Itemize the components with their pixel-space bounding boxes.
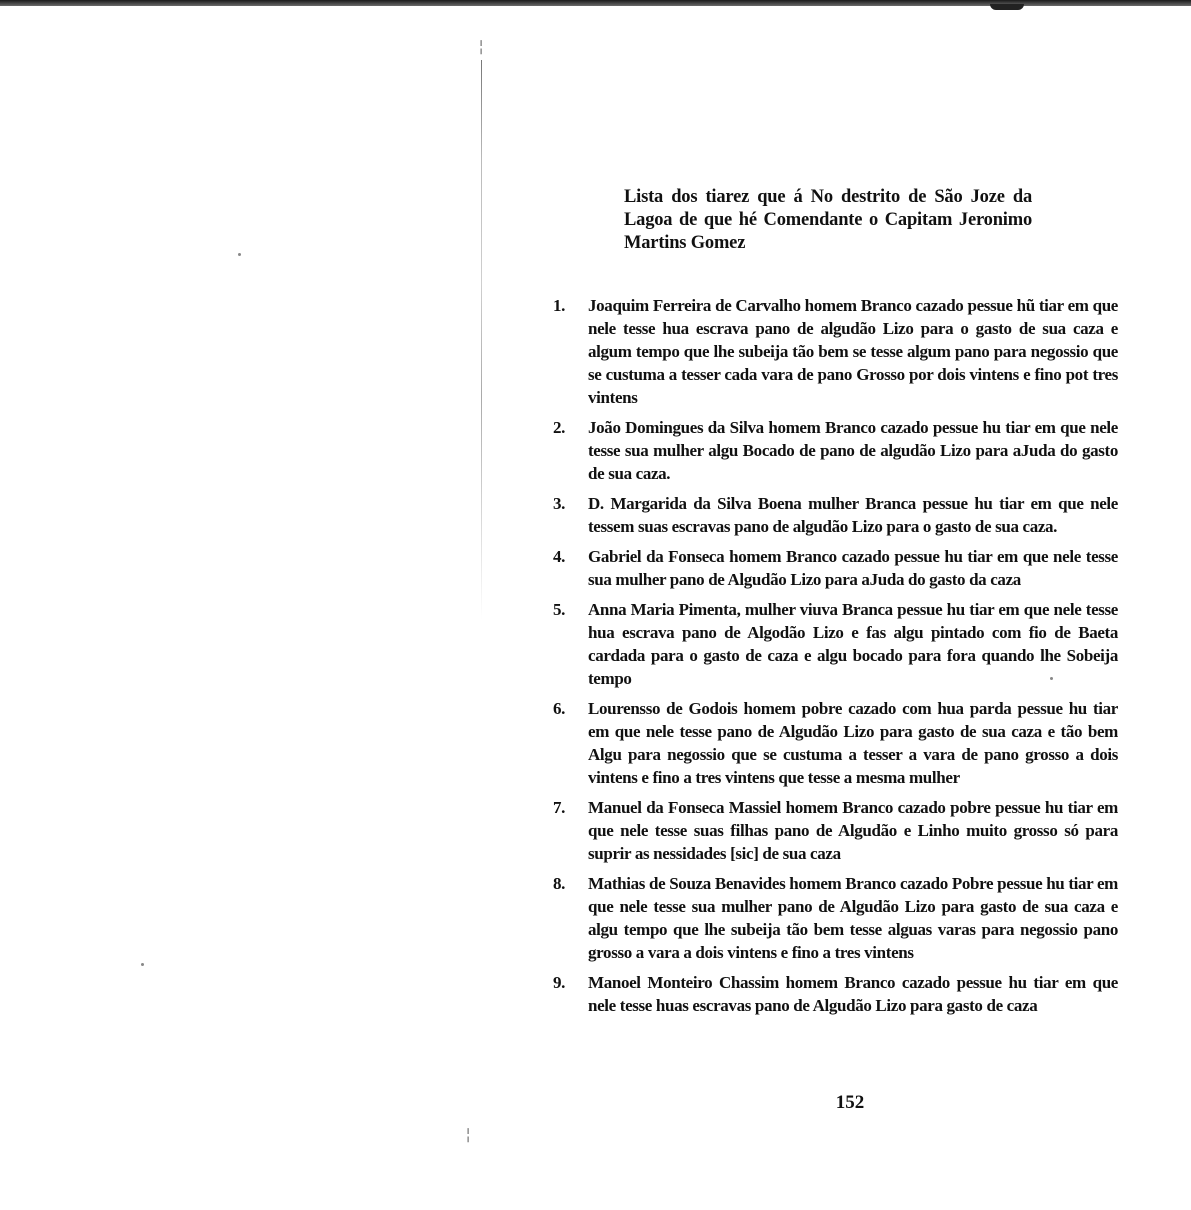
- weaver-list: [553, 294, 1118, 1024]
- list-item-number: 4.: [553, 547, 566, 566]
- list-item: [553, 294, 1118, 409]
- list-item: [553, 598, 1118, 690]
- list-item: [553, 971, 1118, 1017]
- list-heading: Lista dos tiarez que á No destrito de São Joze da Lagoa de que hé Comendante o Capitam Jeronimo Martins Gomez: [624, 187, 1032, 253]
- dust-speck: [238, 253, 241, 256]
- list-item-text: Gabriel da Fonseca homem Branco cazado pessue hu tiar em que nele tesse sua mulher pano de Algudão Lizo para aJuda do gasto da caza: [588, 547, 1118, 589]
- list-item-number: 6.: [553, 699, 566, 718]
- list-item-number: 8.: [553, 874, 566, 893]
- list-item-text: Manoel Monteiro Chassim homem Branco cazado pessue hu tiar em que nele tesse huas escravas pano de Algudão Lizo para gasto de caza: [588, 973, 1118, 1015]
- gutter-speck-top: ╎: [477, 41, 486, 56]
- list-item-number: 5.: [553, 600, 566, 619]
- list-item-text: D. Margarida da Silva Boena mulher Branca pessue hu tiar em que nele tessem suas escravas pano de algudão Lizo para o gasto de sua caza.: [588, 494, 1118, 536]
- top-edge-mark: [990, 4, 1024, 10]
- list-item-number: 1.: [553, 296, 566, 315]
- list-item-number: 2.: [553, 418, 566, 437]
- list-item-number: 3.: [553, 494, 566, 513]
- list-item-text: João Domingues da Silva homem Branco cazado pessue hu tiar em que nele tesse sua mulher algu Bocado de pano de algudão Lizo para aJuda do gasto de sua caza.: [588, 418, 1118, 483]
- list-item-text: Manuel da Fonseca Massiel homem Branco cazado pobre pessue hu tiar em que nele tesse suas filhas pano de Algudão e Linho muito grosso só para suprir as nessidades [sic] de sua caza: [588, 798, 1118, 863]
- list-item: [553, 545, 1118, 591]
- page-number: 152: [835, 1092, 865, 1113]
- list-item: [553, 697, 1118, 789]
- list-item-text: Lourensso de Godois homem pobre cazado com hua parda pessue hu tiar em que nele tesse pano de Algudão Lizo para gasto de sua caza e tão bem Algu para negossio que se custuma a tesser a vara de pano grosso a dois vintens e fino a tres vintens que tesse a mesma mulher: [588, 699, 1118, 787]
- list-item-number: 9.: [553, 973, 566, 992]
- list-item-text: Anna Maria Pimenta, mulher viuva Branca pessue hu tiar em que nele tesse hua escrava pano de Algodão Lizo e fas algu pintado com fio de Baeta cardada para o gasto de caza e algu bocado para fora quando lhe Sobeija tempo: [588, 600, 1118, 688]
- dust-speck: [141, 963, 144, 966]
- list-item-text: Joaquim Ferreira de Carvalho homem Branco cazado pessue hũ tiar em que nele tesse hua escrava pano de algudão Lizo para o gasto de sua caza e algum tempo que lhe subeija tão bem se tesse algum pano para negossio que se custuma a tesser cada vara de pano Grosso por dois vintens e fino pot tres vintens: [588, 296, 1118, 407]
- list-item: [553, 492, 1118, 538]
- list-item: [553, 416, 1118, 485]
- gutter-speck-bottom: ╎: [464, 1129, 473, 1144]
- list-item-text: Mathias de Souza Benavides homem Branco cazado Pobre pessue hu tiar em que nele tesse sua mulher pano de Algudão Lizo para gasto de sua caza e algu tempo que lhe subeija tão bem tesse alguas varas para negossio pano grosso a vara a dois vintens e fino a tres vintens: [588, 874, 1118, 962]
- list-item: [553, 796, 1118, 865]
- list-item-number: 7.: [553, 798, 566, 817]
- book-gutter-line: [481, 60, 482, 620]
- list-item: [553, 872, 1118, 964]
